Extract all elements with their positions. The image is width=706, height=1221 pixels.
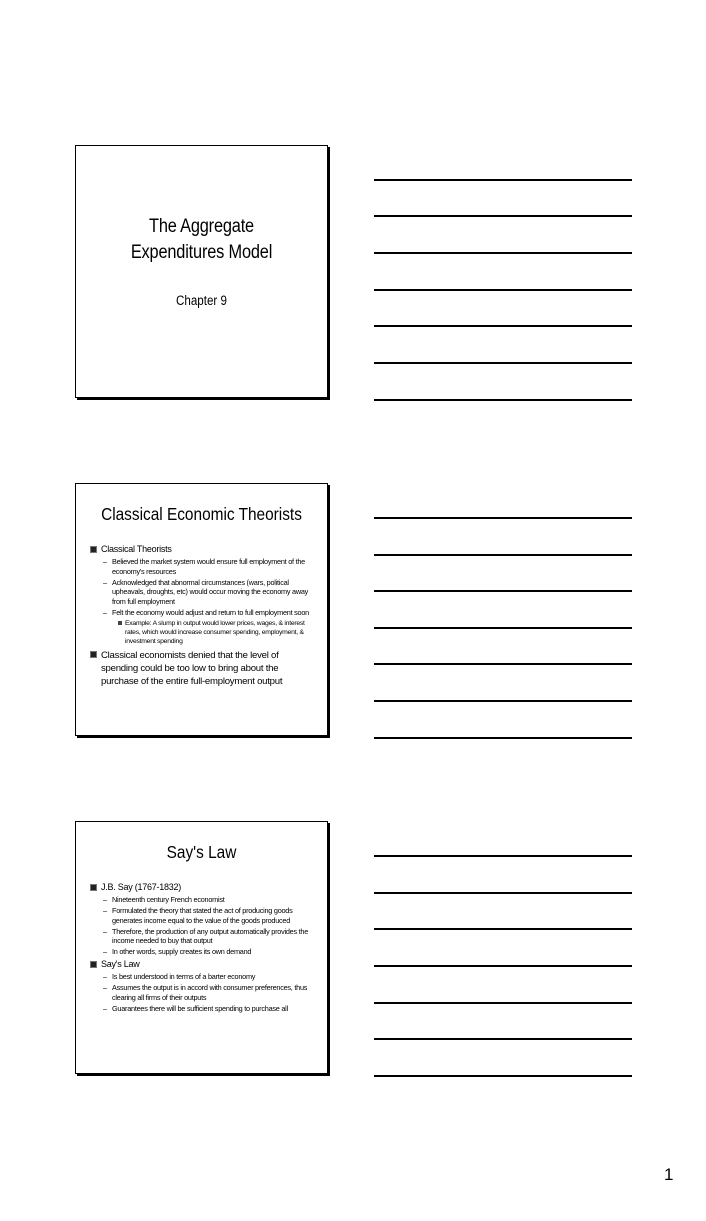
slide-3 [75,821,328,1074]
sub-bullet-text: In other words, supply creates its own demand [112,947,252,957]
bullet-text: Classical economists denied that the level of spending could be too low to bring about the purchase of the entire full-employment output [101,649,283,687]
sub-bullet [88,927,315,946]
bullet [88,959,315,971]
slide-3-content [88,882,315,1013]
sub-bullet [88,906,315,925]
sub-bullet-text: Felt the economy would adjust and return to full employment soon [112,607,309,617]
dash-icon: – [103,972,107,982]
dash-icon: – [103,895,107,904]
sub-bullet-text: Guarantees there will be sufficient spending to purchase all [112,1003,288,1013]
note-line [374,325,632,327]
dash-icon: – [103,947,107,957]
sub-bullet [88,608,315,618]
bullet [88,544,315,556]
note-line [374,215,632,217]
note-line [374,965,632,967]
note-line [374,1075,632,1077]
note-line [374,663,632,665]
sub-bullet [88,947,315,957]
note-line [374,1002,632,1004]
page-number: 1 [664,1165,674,1184]
slide-2 [75,483,328,736]
note-line [374,892,632,894]
small-square-bullet-icon [118,621,122,625]
note-line [374,554,632,556]
dash-icon: – [103,607,107,617]
sub-bullet-text: Therefore, the production of any output automatically provides the income needed to buy that output [112,926,309,946]
note-line [374,517,632,519]
note-line [374,855,632,857]
note-line [374,737,632,739]
note-line [374,179,632,181]
bullet-text: Classical Theorists [101,544,172,554]
square-bullet-icon [90,546,97,553]
dash-icon: – [103,577,107,587]
square-bullet-icon [90,651,97,658]
note-line [374,1038,632,1040]
slide-1-title [94,214,310,266]
sub-bullet [88,972,315,982]
sub-bullet-text: Nineteenth century French economist [112,895,225,904]
sub-bullet [88,578,315,607]
note-line [374,700,632,702]
note-line [374,289,632,291]
slide-2-title: Classical Economic Theorists [101,504,302,524]
sub-bullet [88,1004,315,1014]
bullet-text: J.B. Say (1767-1832) [101,882,182,892]
bullet [88,882,315,894]
dash-icon: – [103,906,107,916]
sub-bullet [88,983,315,1002]
sub-bullet [88,557,315,576]
note-line [374,627,632,629]
bullet [88,649,315,688]
slide-1-subtitle: Chapter 9 [175,293,227,308]
sub-bullet-text: Acknowledged that abnormal circumstances (wars, political upheavals, droughts, etc) would occur moving the economy away from full employment [112,577,309,606]
slide-1-title-line-1: The Aggregate [149,216,254,237]
sub-bullet-text: Formulated the theory that stated the act of producing goods generates income equal to the value of the goods produced [112,906,293,925]
note-line [374,362,632,364]
dash-icon: – [103,1003,107,1013]
note-line [374,252,632,254]
note-line [374,399,632,401]
sub-bullet [88,895,315,905]
dash-icon: – [103,926,107,936]
square-bullet-icon [90,884,97,891]
slide-2-content [88,544,315,688]
dash-icon: – [103,983,107,993]
sub-bullet-text: Assumes the output is in accord with consumer preferences, thus clearing all firms of their outputs [112,983,308,1002]
slide-1 [75,145,328,398]
sub-sub-bullet [88,619,315,646]
note-line [374,590,632,592]
dash-icon: – [103,557,107,566]
sub-sub-bullet-text: Example: A slump in output would lower prices, wages, & interest rates, which would increase consumer spending, employment, & investment spending [125,619,305,645]
note-line [374,928,632,930]
sub-bullet-text: Believed the market system would ensure full employment of the economy's resources [112,557,305,576]
square-bullet-icon [90,961,97,968]
slide-3-title: Say's Law [166,842,237,862]
slide-1-title-line-2: Expenditures Model [130,242,273,263]
sub-bullet-text: Is best understood in terms of a barter economy [112,972,256,982]
bullet-text: Say's Law [101,959,140,970]
